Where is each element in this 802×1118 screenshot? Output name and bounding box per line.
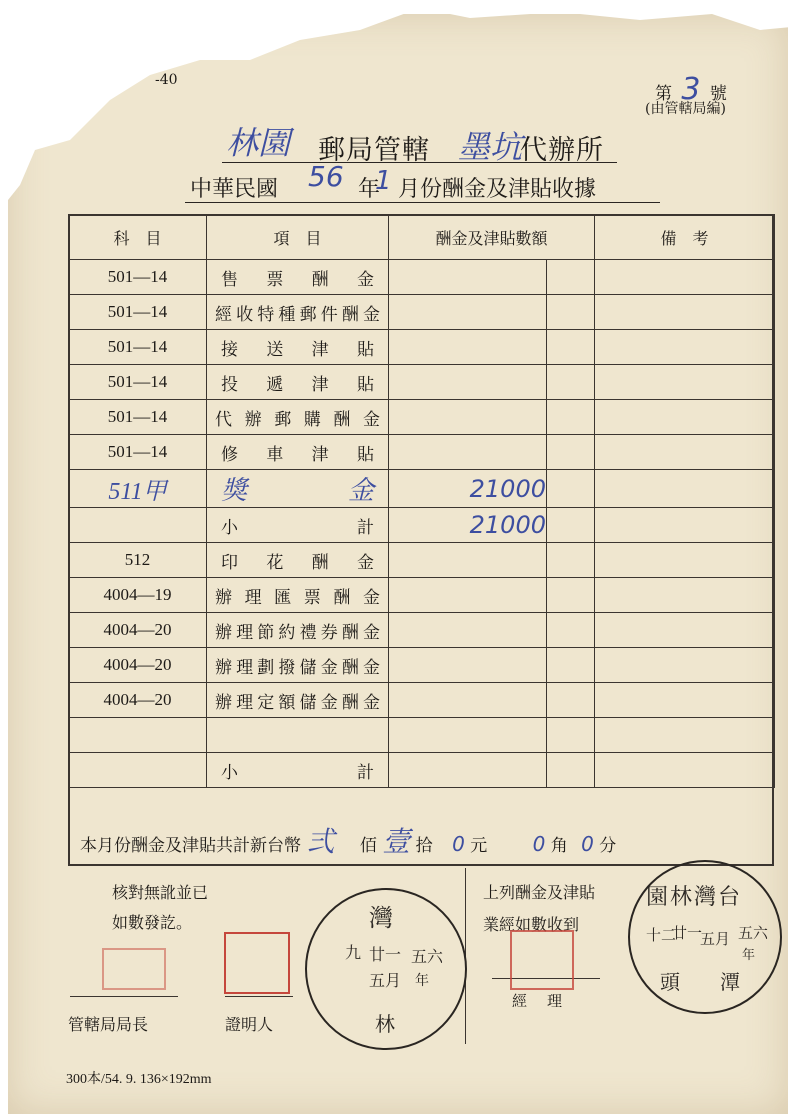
row-account-code: 4004—20 (69, 648, 207, 683)
table-row (69, 683, 775, 718)
received-text-1: 上列酬金及津貼 (483, 883, 596, 902)
row-amount-cents (547, 718, 595, 753)
postmark-2: 園林灣台 十二 廿一 五月 五六 年 頭 潭 (628, 860, 782, 1014)
title2-prefix: 中華民國 (190, 177, 279, 202)
row-item: 小計 (207, 753, 389, 788)
sig-director: 管轄局局長 (68, 1015, 149, 1034)
year-handwritten: 56 (308, 160, 344, 193)
sig-line-2 (225, 996, 293, 997)
row-amount-cents (547, 508, 595, 543)
row-amount-cents (547, 330, 595, 365)
table-row (69, 543, 775, 578)
row-amount-cents (547, 295, 595, 330)
row-amount (389, 613, 547, 648)
row-item: 辦理定額儲金酬金 (207, 683, 389, 718)
row-item: 小計 (207, 508, 389, 543)
row-remarks (595, 753, 775, 788)
header-amount: 酬金及津貼數額 (389, 215, 595, 260)
row-account-code (69, 508, 207, 543)
header-remarks: 備 考 (595, 215, 775, 260)
serial-note: (由管轄局編) (645, 101, 726, 117)
table-row (69, 365, 775, 400)
row-account-code: 501—14 (69, 260, 207, 295)
row-amount (389, 648, 547, 683)
row-remarks (595, 365, 775, 400)
total-label: 本月份酬金及津貼共計新台幣 (80, 836, 301, 856)
sig-manager: 經理 (512, 992, 583, 1010)
form-code: -40 (155, 72, 178, 88)
title2-year-label: 年 (358, 177, 381, 202)
row-amount-cents (547, 260, 595, 295)
receipt-table (68, 214, 775, 788)
row-account-code: 4004—19 (69, 578, 207, 613)
row-remarks (595, 435, 775, 470)
title-printed-1: 郵局管轄 (318, 135, 430, 166)
row-remarks (595, 260, 775, 295)
row-account-code (69, 753, 207, 788)
row-remarks (595, 400, 775, 435)
header-item: 項 目 (207, 215, 389, 260)
row-remarks (595, 470, 775, 508)
row-amount-cents (547, 613, 595, 648)
row-amount-cents (547, 470, 595, 508)
row-account-code: 501—14 (69, 330, 207, 365)
row-amount-cents (547, 543, 595, 578)
row-amount (389, 578, 547, 613)
sig-line-1 (70, 996, 178, 997)
table-row (69, 260, 775, 295)
row-amount-cents (547, 683, 595, 718)
row-item: 辦理劃撥儲金酬金 (207, 648, 389, 683)
row-amount (389, 718, 547, 753)
table-row (69, 435, 775, 470)
title-underline (222, 162, 617, 163)
row-amount (389, 295, 547, 330)
row-remarks (595, 295, 775, 330)
row-remarks (595, 718, 775, 753)
row-remarks (595, 508, 775, 543)
row-account-code: 511甲 (69, 470, 207, 508)
table-row (69, 508, 775, 543)
row-item: 經收特種郵件酬金 (207, 295, 389, 330)
serial-number: 第 3 號 (655, 72, 729, 107)
row-amount-cents (547, 435, 595, 470)
area-handwritten: 墨坑 (458, 128, 523, 166)
row-amount (389, 365, 547, 400)
row-item: 辦理節約禮券酬金 (207, 613, 389, 648)
row-remarks (595, 543, 775, 578)
row-amount (389, 683, 547, 718)
row-item: 印花酬金 (207, 543, 389, 578)
row-account-code: 4004—20 (69, 613, 207, 648)
row-amount (389, 435, 547, 470)
table-row (69, 648, 775, 683)
month-handwritten: 1 (375, 166, 392, 196)
row-amount-cents (547, 578, 595, 613)
sig-witness: 證明人 (225, 1015, 274, 1034)
row-account-code: 501—14 (69, 295, 207, 330)
red-seal-3 (510, 930, 574, 990)
row-item: 辦理匯票酬金 (207, 578, 389, 613)
title2-underline (185, 202, 660, 203)
row-amount-cents (547, 648, 595, 683)
verify-text-1: 核對無訛並已 (112, 883, 209, 902)
office-handwritten: 林園 (226, 124, 291, 162)
table-header-row (69, 215, 775, 260)
row-item: 獎金 (207, 470, 389, 508)
row-item: 接送津貼 (207, 330, 389, 365)
postmark-1: 灣 九 廿一 五月 五六 年 林 (305, 888, 467, 1050)
row-account-code (69, 718, 207, 753)
table-row (69, 718, 775, 753)
row-remarks (595, 578, 775, 613)
title-printed-2: 代辦所 (520, 135, 604, 166)
table-row (69, 400, 775, 435)
table-row (69, 330, 775, 365)
header-account: 科 目 (69, 215, 207, 260)
row-remarks (595, 683, 775, 718)
received-text-2: 業經如數收到 (483, 915, 580, 934)
row-amount (389, 753, 547, 788)
red-seal-1 (102, 948, 166, 990)
row-amount-cents (547, 753, 595, 788)
row-amount (389, 330, 547, 365)
table-row (69, 613, 775, 648)
row-remarks (595, 648, 775, 683)
row-amount-cents (547, 365, 595, 400)
row-item (207, 718, 389, 753)
red-seal-2 (224, 932, 290, 994)
table-row (69, 295, 775, 330)
row-amount (389, 400, 547, 435)
row-account-code: 4004—20 (69, 683, 207, 718)
row-remarks (595, 613, 775, 648)
row-remarks (595, 330, 775, 365)
row-account-code: 501—14 (69, 435, 207, 470)
row-item: 修車津貼 (207, 435, 389, 470)
table-row (69, 753, 775, 788)
verify-text-2: 如數發訖。 (112, 913, 193, 932)
table-row (69, 470, 775, 508)
row-item: 代辦郵購酬金 (207, 400, 389, 435)
row-item: 投遞津貼 (207, 365, 389, 400)
row-amount (389, 543, 547, 578)
total-line: 本月份酬金及津貼共計新台幣 弍 佰 壹 拾 0 元 0 角 0 分 (80, 825, 617, 858)
row-amount: 21000 (389, 470, 547, 508)
row-account-code: 501—14 (69, 365, 207, 400)
form-footer: 300本/54. 9. 136×192mm (66, 1072, 212, 1087)
row-amount: 21000 (389, 508, 547, 543)
row-account-code: 512 (69, 543, 207, 578)
table-row (69, 578, 775, 613)
row-account-code: 501—14 (69, 400, 207, 435)
row-amount (389, 260, 547, 295)
title2-suffix: 月份酬金及津貼收據 (398, 177, 597, 202)
row-item: 售票酬金 (207, 260, 389, 295)
row-amount-cents (547, 400, 595, 435)
